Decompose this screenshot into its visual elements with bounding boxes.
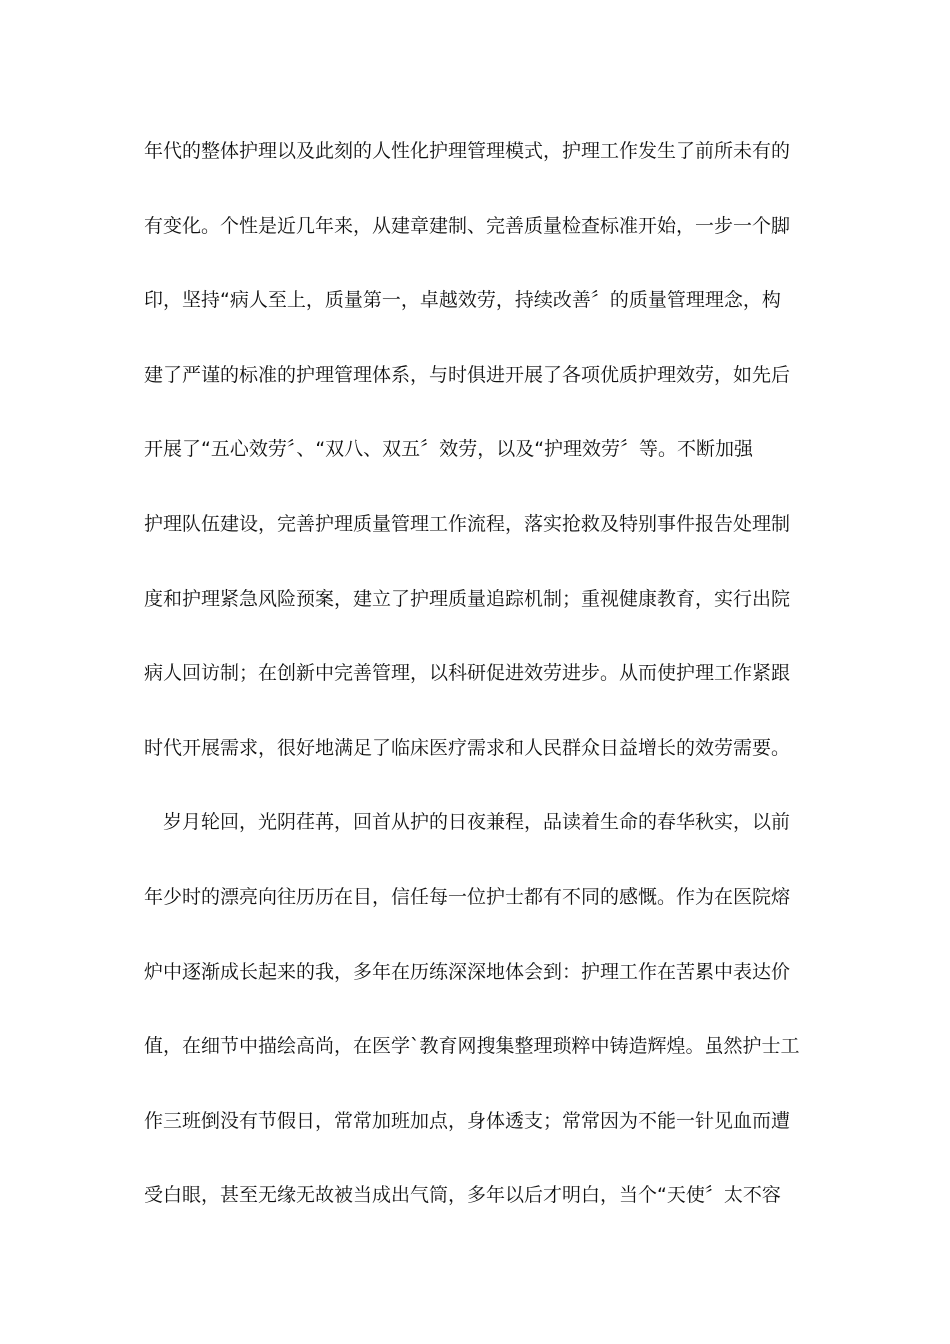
text-line: 作三班倒没有节假日，常常加班加点，身体透支；常常因为不能一针见血而遭	[144, 1109, 791, 1132]
text-line: 病人回访制；在创新中完善管理，以科研促进效劳进步。从而使护理工作紧跟	[144, 662, 791, 685]
text-line: 值，在细节中描绘高尚，在医学`教育网搜集整理琐粹中铸造辉煌。虽然护士工	[144, 1035, 800, 1058]
text-line: 岁月轮回，光阴荏苒，回首从护的日夜兼程，品读着生命的春华秋实，以前	[144, 811, 791, 834]
text-line: 建了严谨的标准的护理管理体系，与时俱进开展了各项优质护理效劳，如先后	[144, 363, 791, 386]
body-text	[144, 131, 814, 1250]
text-line: 度和护理紧急风险预案，建立了护理质量追踪机制；重视健康教育，实行出院	[144, 587, 791, 610]
text-line: 护理队伍建设，完善护理质量管理工作流程，落实抢救及特别事件报告处理制	[144, 512, 791, 535]
text-line: 炉中逐渐成长起来的我，多年在历练深深地体会到：护理工作在苦累中表达价	[144, 960, 791, 983]
text-line: 年少时的漂亮向往历历在目，信任每一位护士都有不同的感慨。作为在医院熔	[144, 885, 791, 908]
text-line: 时代开展需求，很好地满足了临床医疗需求和人民群众日益增长的效劳需要。	[144, 736, 791, 759]
text-line: 有变化。个性是近几年来，从建章建制、完善质量检查标准开始，一步一个脚	[144, 214, 791, 237]
text-line: 开展了“五心效劳〞、“双八、双五〞效劳，以及“护理效劳〞等。不断加强	[144, 438, 754, 461]
text-line: 印，坚持“病人至上，质量第一，卓越效劳，持续改善〞的质量管理理念，构	[144, 289, 781, 312]
text-line: 年代的整体护理以及此刻的人性化护理管理模式，护理工作发生了前所未有的	[144, 140, 791, 162]
text-line: 受白眼，甚至无缘无故被当成出气筒，多年以后才明白，当个“天使〞太不容	[144, 1184, 781, 1207]
